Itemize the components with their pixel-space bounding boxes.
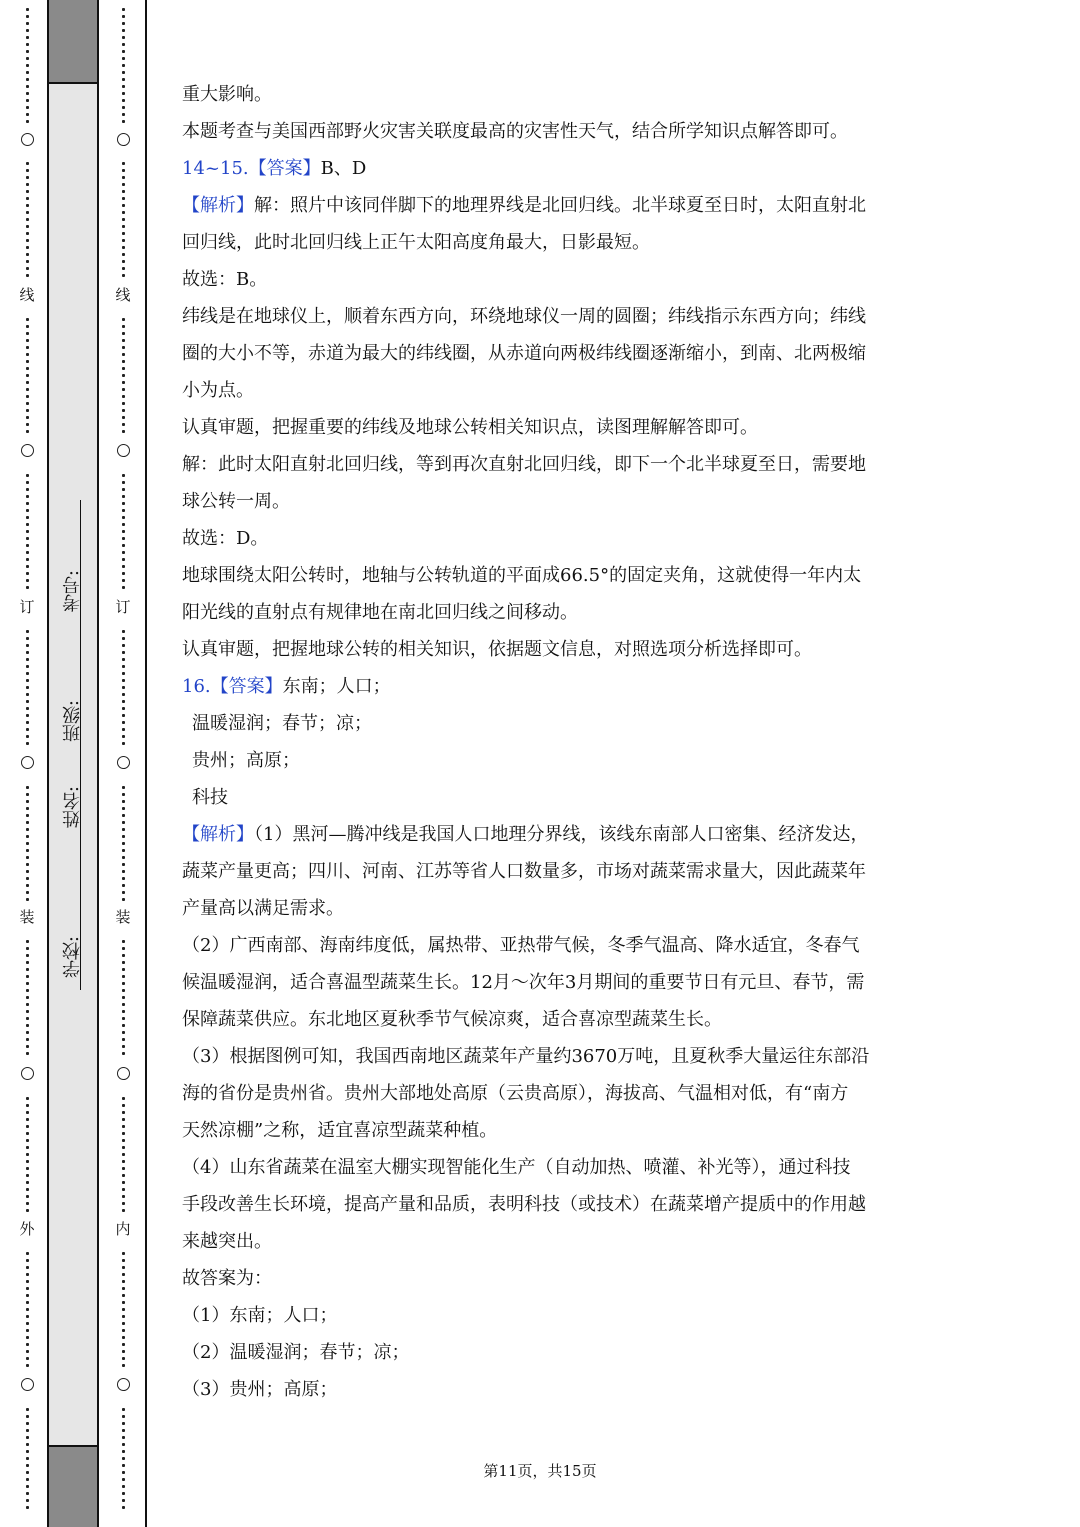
text-line: （3）贵州；高原； [182,1379,338,1400]
school-field[interactable] [49,930,97,978]
dotted-line [112,1252,134,1371]
binding-mark-ding: 订 [19,598,35,616]
strip-dark-bottom [49,1445,97,1527]
text-line: 来越突出。 [182,1231,272,1252]
student-info-strip [47,0,99,1527]
dotted-line [112,474,134,593]
name-label: 姓名: [62,786,83,829]
analysis-tag: 【解析】 [182,195,254,216]
binding-circle [112,133,134,149]
outer-binding-column [16,0,38,1527]
dotted-line [16,1252,38,1371]
answer-line: 贵州；高原； [192,750,300,771]
text-line: 圈的大小不等，赤道为最大的纬线圈，从赤道向两极纬线圈逐渐缩小，到南、北两极缩 [182,343,866,364]
binding-circle [112,444,134,460]
binding-circle [16,444,38,460]
question-16-answer [182,668,902,705]
text-line: 故选：B。 [182,269,268,290]
binding-circle [112,756,134,772]
dotted-line [112,8,134,127]
analysis-line: 【解析】解：照片中该同伴脚下的地理界线是北回归线。北半球夏至日时，太阳直射北 [182,195,866,216]
dotted-line [16,162,38,281]
binding-border-line [145,0,147,1527]
fill-line [80,500,81,990]
text-line: 候温暖湿润，适合喜温型蔬菜生长。12月～次年3月期间的重要节日有元旦、春节，需 [182,972,865,993]
binding-circle [16,756,38,772]
dotted-line [16,1097,38,1216]
answer-line: 科技 [192,787,228,808]
text-line: 天然凉棚”之称，适宜喜凉型蔬菜种植。 [182,1120,498,1141]
class-field[interactable] [49,700,97,742]
dotted-line [112,1097,134,1216]
text-line: 海的省份是贵州省。贵州大部地处高原（云贵高原），海拔高、气温相对低，有“南方 [182,1083,849,1104]
class-label: 班级: [62,700,83,743]
exam-number-field[interactable] [49,570,97,612]
dotted-line [16,786,38,905]
text-line: 手段改善生长环境，提高产量和品质，表明科技（或技术）在蔬菜增产提质中的作用越 [182,1194,866,1215]
text-line: 纬线是在地球仪上，顺着东西方向，环绕地球仪一周的圆圈；纬线指示东西方向；纬线 [182,306,866,327]
text-line: 认真审题，把握重要的纬线及地球公转相关知识点，读图理解解答即可。 [182,417,758,438]
question-14-15-answer [182,150,902,187]
binding-circle [16,133,38,149]
text-line: 保障蔬菜供应。东北地区夏秋季节气候凉爽，适合喜凉型蔬菜生长。 [182,1009,722,1030]
binding-mark-zhuang: 装 [19,908,35,926]
binding-circle [112,1067,134,1083]
answer-tag: 【答案】 [248,158,321,179]
exam-number-label: 考号: [62,570,83,613]
text-line: 产量高以满足需求。 [182,898,344,919]
binding-mark-nei: 内 [115,1220,131,1238]
text-line: （4）山东省蔬菜在温室大棚实现智能化生产（自动加热、喷灌、补光等），通过科技 [182,1157,851,1178]
inner-binding-column [112,0,134,1527]
strip-dark-top [49,0,97,84]
binding-mark-zhuang: 装 [115,908,131,926]
question-number: 14~15. [182,158,249,179]
binding-mark-xian: 线 [115,286,131,304]
dotted-line [16,8,38,127]
answer-value: B、D [320,158,367,179]
dotted-line [112,318,134,437]
page-footer: 第11页，共15页 [483,1462,597,1480]
dotted-line [112,630,134,749]
text-line: 解：此时太阳直射北回归线，等到再次直射北回归线，即下一个北半球夏至日，需要地 [182,454,866,475]
text-line: 认真审题，把握地球公转的相关知识，依据题文信息，对照选项分析选择即可。 [182,639,812,660]
dotted-line [112,786,134,905]
text-line: 回归线，此时北回归线上正午太阳高度角最大，日影最短。 [182,232,650,253]
dotted-line [16,318,38,437]
text-line: （2）温暖湿润；春节；凉； [182,1342,410,1363]
binding-mark-ding: 订 [115,598,131,616]
name-field[interactable] [49,780,97,828]
dotted-line [16,474,38,593]
dotted-line [112,162,134,281]
binding-mark-xian: 线 [19,286,35,304]
binding-circle [16,1378,38,1394]
question-number: 16. [182,676,211,697]
answer-tag: 【答案】 [210,676,283,697]
dotted-line [16,630,38,749]
answer-value: 东南；人口； [282,676,391,697]
text-line: 球公转一周。 [182,491,290,512]
answer-content [182,76,902,1408]
text-line: 小为点。 [182,380,254,401]
dotted-line [112,940,134,1059]
analysis-line: 【解析】（1）黑河—腾冲线是我国人口地理分界线，该线东南部人口密集、经济发达， [182,824,869,845]
text-line: 故答案为： [182,1268,272,1289]
text-line: 蔬菜产量更高；四川、河南、江苏等省人口数量多，市场对蔬菜需求量大，因此蔬菜年 [182,861,866,882]
text-line: 地球围绕太阳公转时，地轴与公转轨道的平面成66.5°的固定夹角，这就使得一年内太 [182,565,862,586]
text-line: 阳光线的直射点有规律地在南北回归线之间移动。 [182,602,578,623]
analysis-tag: 【解析】 [182,824,254,845]
text-line: 故选：D。 [182,528,269,549]
binding-mark-wai: 外 [19,1220,35,1238]
binding-circle [16,1067,38,1083]
dotted-line [16,940,38,1059]
text-line: 重大影响。 [182,84,272,105]
text-line: （1）东南；人口； [182,1305,338,1326]
school-label: 学校: [62,936,83,979]
text-line: （3）根据图例可知，我国西南地区蔬菜年产量约3670万吨，且夏秋季大量运往东部沿 [182,1046,870,1067]
text-line: （2）广西南部、海南纬度低，属热带、亚热带气候，冬季气温高、降水适宜，冬春气 [182,935,860,956]
binding-circle [112,1378,134,1394]
text-line: 本题考查与美国西部野火灾害关联度最高的灾害性天气，结合所学知识点解答即可。 [182,121,848,142]
answer-line: 温暖湿润；春节；凉； [192,713,372,734]
